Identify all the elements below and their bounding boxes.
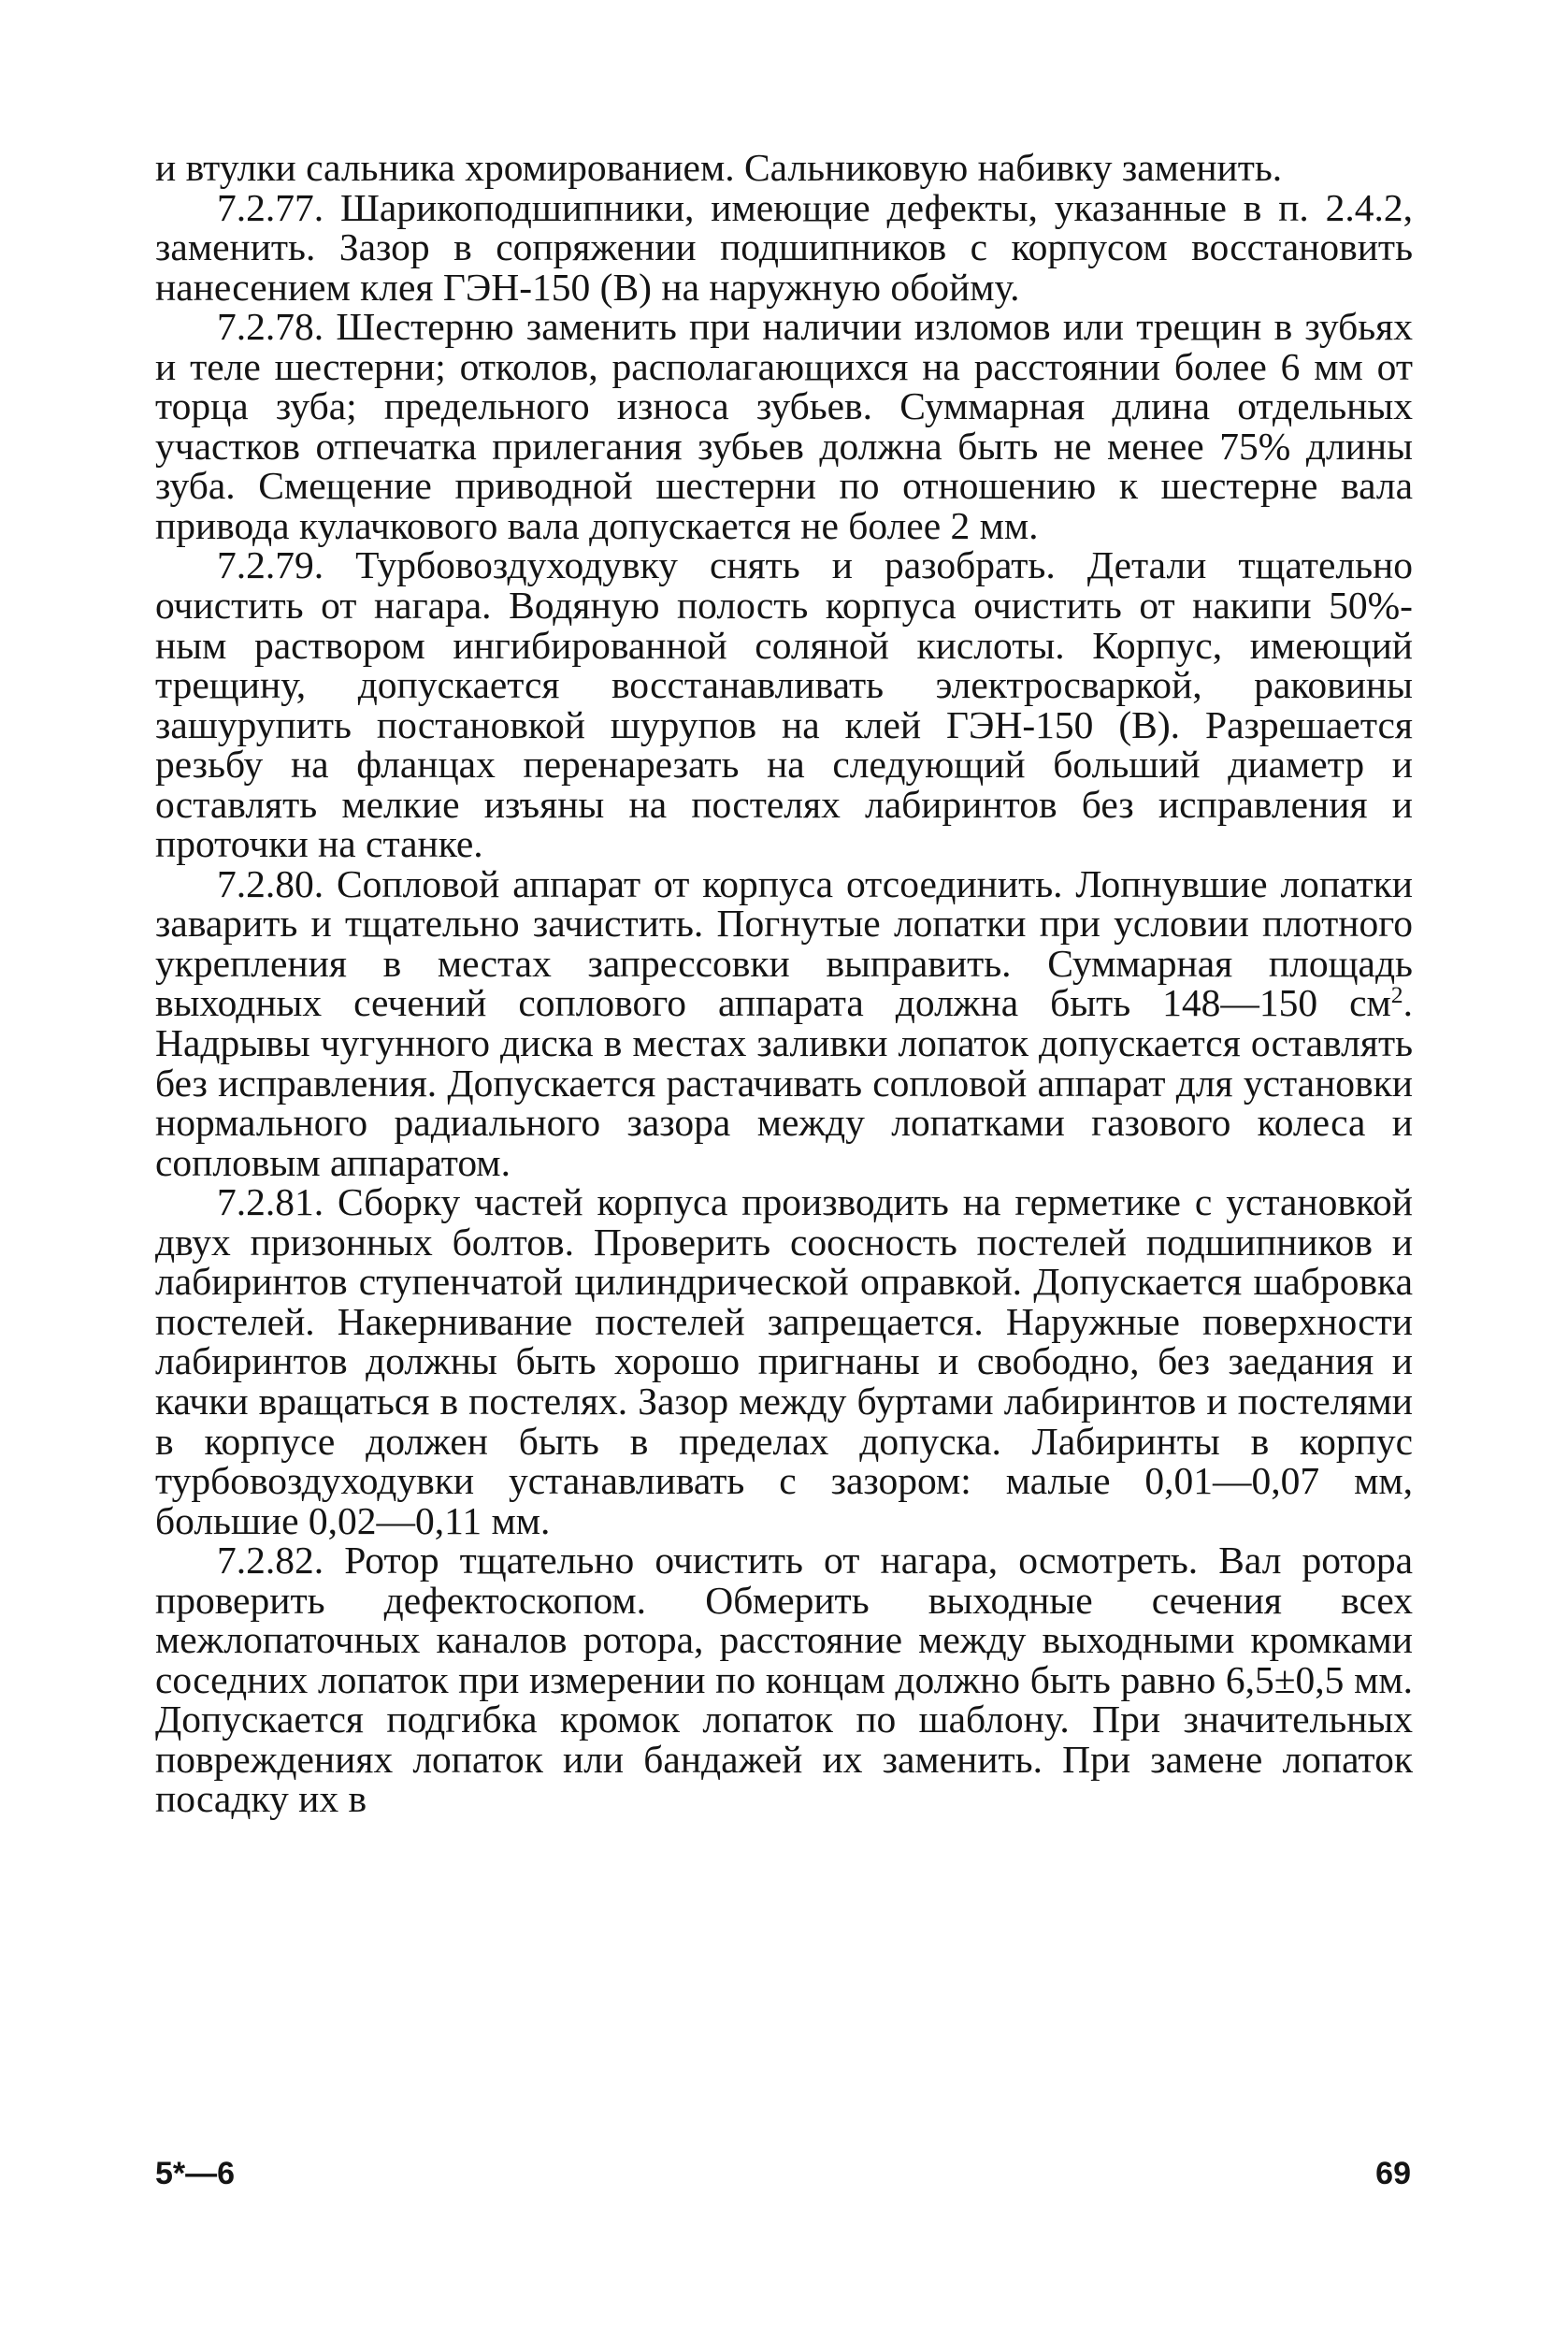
paragraph-7-2-77 [155,185,1413,309]
superscript: 2 [1390,981,1403,1009]
paragraph-text: 7.2.77. Шарикоподшипники, имеющие дефекты, указанные в п. 2.4.2, заменить. Зазор в сопряжении подшипников с корпусом восстановить нанесением клея ГЭН-150 (В) на наружную обойму. [155,185,1413,309]
paragraph-text: . Надрывы чугунного диска в местах заливки лопаток допускается оставлять без исправления. Допускается растачивать сопловой аппарат для установки нормального радиального зазора между лопатками газового колеса и сопловым аппаратом. [155,981,1413,1184]
paragraph-text: 7.2.80. Сопловой аппарат от корпуса отсоединить. Лопнувшие лопатки заварить и тщательно зачистить. Погнутые лопатки при условии плотного укрепления в местах запрессовки выправить. Суммарная площадь выходных сечений соплового аппарата должна быть 148—150 см [155,861,1413,1025]
paragraph-text: 7.2.82. Ротор тщательно очистить от нагара, осмотреть. Вал ротора проверить дефектоскопом. Обмерить выходные сечения всех межлопаточных каналов ротора, расстояние между выходными кромками соседних лопаток при измерении по концам должно быть равно 6,5±0,5 мм. Допускается подгибка кромок лопаток по шаблону. При значительных повреждениях лопаток или бандажей их заменить. При замене лопаток посадку их в [155,1539,1413,1821]
body-text [155,148,1413,1819]
paragraph-7-2-81 [155,1182,1413,1540]
paragraph-7-2-78 [155,307,1413,545]
paragraph-7-2-79 [155,543,1413,866]
paragraph-continued [155,148,1413,188]
page-number: 69 [1375,2156,1411,2191]
paragraph-7-2-80 [155,861,1413,1184]
paragraph-text: 7.2.81. Сборку частей корпуса производить на герметике с установкой двух призонных болтов. Проверить соосность постелей подшипников и лабиринтов ступенчатой цилиндрической оправкой. Допускается шабровка постелей. Накернивание постелей запрещается. Наружные поверхности лабиринтов должны быть хорошо пригнаны и свободно, без заедания и качки вращаться в постелях. Зазор между буртами лабиринтов и постелями в корпусе должен быть в пределах допуска. Лабиринты в корпус турбовоздуходувки устанавливать с зазором: малые 0,01—0,07 мм, большие 0,02—0,11 мм. [155,1180,1413,1542]
paragraph-text: и втулки сальника хромированием. Сальниковую набивку заменить. [155,146,1283,189]
paragraph-text: 7.2.79. Турбовоздуходувку снять и разобрать. Детали тщательно очистить от нагара. Водяную полость корпуса очистить от накипи 50%-ным раствором ингибированной соляной кислоты. Корпус, имеющий трещину, допускается восстанавливать электросваркой, раковины зашурупить постановкой шурупов на клей ГЭН-150 (В). Разрешается резьбу на фланцах перенарезать на следующий больший диаметр и оставлять мелкие изъяны на постелях лабиринтов без исправления и проточки на станке. [155,543,1413,866]
page-footer [155,2156,1413,2203]
paragraph-7-2-82 [155,1540,1413,1819]
printer-signature-mark: 5*—6 [155,2156,236,2191]
paragraph-text: 7.2.78. Шестерню заменить при наличии изломов или трещин в зубьях и теле шестерни; отколов, располагающихся на расстоянии более 6 мм от торца зуба; предельного износа зубьев. Суммарная длина отдельных участков отпечатка прилегания зубьев должна быть не менее 75% длины зуба. Смещение приводной шестерни по отношению к шестерне вала привода кулачкового вала допускается не более 2 мм. [155,305,1413,547]
